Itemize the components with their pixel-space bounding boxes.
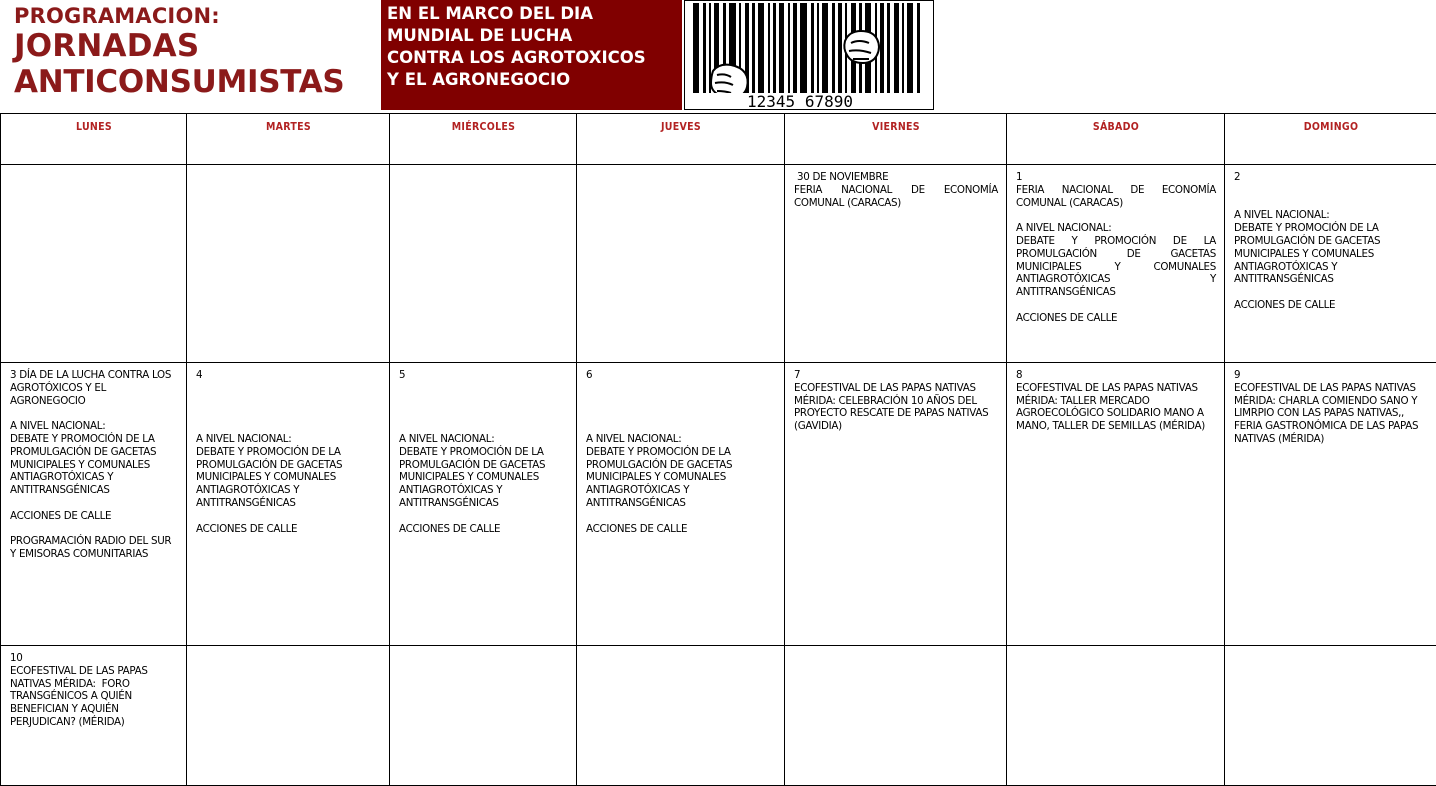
day-cell bbox=[785, 165, 1007, 363]
day-cell bbox=[390, 363, 577, 646]
day-cell-text: 30 DE NOVIEMBRE FERIA NACIONAL DE ECONOMÍA COMUNAL (CARACAS) bbox=[794, 171, 998, 209]
barcode-bar bbox=[779, 3, 784, 93]
barcode-bar bbox=[693, 3, 699, 93]
barcode-digits: 12345 67890 bbox=[747, 92, 853, 109]
day-cell bbox=[390, 646, 577, 786]
day-cell bbox=[577, 363, 785, 646]
banner-line: CONTRA LOS AGROTOXICOS bbox=[387, 47, 682, 69]
barcode-bar bbox=[822, 3, 828, 93]
day-cell bbox=[1007, 165, 1225, 363]
page-header bbox=[0, 0, 1436, 112]
barcode-image bbox=[684, 0, 934, 110]
title-line-1: PROGRAMACION: bbox=[14, 4, 380, 28]
barcode-graphic bbox=[685, 1, 933, 109]
banner-line: EN EL MARCO DEL DIA bbox=[387, 3, 682, 25]
banner-line: MUNDIAL DE LUCHA bbox=[387, 25, 682, 47]
day-cell-text: 4 A NIVEL NACIONAL: DEBATE Y PROMOCIÓN DE LA PROMULGACIÓN DE GACETAS MUNICIPALES Y COMUNALES ANTIAGROTÓXICAS Y ANTITRANSGÉNICAS ACCIONES DE CALLE bbox=[196, 369, 381, 535]
calendar-table bbox=[0, 113, 1436, 786]
barcode-bar bbox=[752, 3, 755, 93]
barcode-bar bbox=[773, 3, 776, 93]
right-hand-icon bbox=[844, 31, 879, 63]
left-hand-icon bbox=[711, 65, 748, 98]
day-cell bbox=[1, 363, 187, 646]
day-cell-text: 1 FERIA NACIONAL DE ECONOMÍA COMUNAL (CARACAS) A NIVEL NACIONAL: DEBATE Y PROMOCIÓN DE LA PROMULGACIÓN DE GACETAS MUNICIPALES Y COMUNALES ANTIAGROTÓXICAS Y ANTITRANSGÉNICAS ACCIONES DE CALLE bbox=[1016, 171, 1216, 325]
day-header-jueves: JUEVES bbox=[577, 114, 785, 165]
day-cell-text: 10 ECOFESTIVAL DE LAS PAPAS NATIVAS MÉRIDA: FORO TRANSGÉNICOS A QUIÉN BENEFICIAN Y AQUIÉN PERJUDICAN? (MÉRIDA) bbox=[10, 652, 178, 729]
day-cell bbox=[187, 363, 390, 646]
day-cell bbox=[1, 646, 187, 786]
day-header-sabado: SÁBADO bbox=[1007, 114, 1225, 165]
barcode-bar bbox=[907, 3, 913, 93]
title-line-2: JORNADAS bbox=[14, 28, 380, 64]
day-cell bbox=[785, 363, 1007, 646]
barcode-bar bbox=[758, 3, 764, 93]
day-cell bbox=[577, 646, 785, 786]
day-cell bbox=[390, 165, 577, 363]
day-cell bbox=[1007, 363, 1225, 646]
barcode-bar bbox=[800, 3, 807, 93]
barcode-bar bbox=[832, 3, 835, 93]
banner-line: Y EL AGRONEGOCIO bbox=[387, 69, 682, 91]
day-cell bbox=[1225, 363, 1436, 646]
day-header-viernes: VIERNES bbox=[785, 114, 1007, 165]
week-row-1 bbox=[1, 165, 1436, 363]
barcode-bar bbox=[768, 3, 770, 93]
barcode-bar bbox=[887, 3, 890, 93]
barcode-bar bbox=[894, 3, 899, 93]
day-cell bbox=[577, 165, 785, 363]
barcode-bar bbox=[880, 3, 884, 93]
barcode-bar bbox=[703, 3, 706, 93]
banner bbox=[381, 0, 682, 110]
barcode-bar bbox=[793, 3, 797, 93]
day-header-miercoles: MIÉRCOLES bbox=[390, 114, 577, 165]
day-cell-text: 5 A NIVEL NACIONAL: DEBATE Y PROMOCIÓN DE LA PROMULGACIÓN DE GACETAS MUNICIPALES Y COMUNALES ANTIAGROTÓXICAS Y ANTITRANSGÉNICAS ACCIONES DE CALLE bbox=[399, 369, 568, 535]
day-cell-text: 8 ECOFESTIVAL DE LAS PAPAS NATIVAS MÉRIDA: TALLER MERCADO AGROECOLÓGICO SOLIDARIO MANO A MANO, TALLER DE SEMILLAS (MÉRIDA) bbox=[1016, 369, 1216, 433]
weekday-header-row bbox=[1, 114, 1436, 165]
day-cell bbox=[187, 165, 390, 363]
week-row-3 bbox=[1, 646, 1436, 786]
day-cell bbox=[1225, 646, 1436, 786]
day-cell-text: 7 ECOFESTIVAL DE LAS PAPAS NATIVAS MÉRIDA: CELEBRACIÓN 10 AÑOS DEL PROYECTO RESCATE DE PAPAS NATIVAS (GAVIDIA) bbox=[794, 369, 998, 433]
week-row-2 bbox=[1, 363, 1436, 646]
day-cell-text: 2 A NIVEL NACIONAL: DEBATE Y PROMOCIÓN DE LA PROMULGACIÓN DE GACETAS MUNICIPALES Y COMUNALES ANTIAGROTÓXICAS Y ANTITRANSGÉNICAS ACCIONES DE CALLE bbox=[1234, 171, 1428, 312]
day-cell bbox=[785, 646, 1007, 786]
barcode-bar bbox=[902, 3, 904, 93]
barcode-bar bbox=[917, 3, 920, 93]
day-cell-text: 3 DÍA DE LA LUCHA CONTRA LOS AGROTÓXICOS Y EL AGRONEGOCIO A NIVEL NACIONAL: DEBATE Y PROMOCIÓN DE LA PROMULGACIÓN DE GACETAS MUNICIPALES Y COMUNALES ANTIAGROTÓXICAS Y ANTITRANSGÉNICAS ACCIONES DE CALLE PROGRAMACIÓN RADIO DEL SUR Y EMISORAS COMUNITARIAS bbox=[10, 369, 178, 561]
barcode-bar bbox=[788, 3, 790, 93]
day-cell bbox=[1007, 646, 1225, 786]
day-header-martes: MARTES bbox=[187, 114, 390, 165]
day-cell-text: 6 A NIVEL NACIONAL: DEBATE Y PROMOCIÓN DE LA PROMULGACIÓN DE GACETAS MUNICIPALES Y COMUNALES ANTIAGROTÓXICAS Y ANTITRANSGÉNICAS ACCIONES DE CALLE bbox=[586, 369, 776, 535]
day-header-lunes: LUNES bbox=[1, 114, 187, 165]
day-cell-text: 9 ECOFESTIVAL DE LAS PAPAS NATIVAS MÉRIDA: CHARLA COMIENDO SANO Y LIMRPIO CON LAS PAPAS NATIVAS,, FERIA GASTRONÓMICA DE LAS PAPAS NATIVAS (MÉRIDA) bbox=[1234, 369, 1428, 446]
barcode-bar bbox=[838, 3, 842, 93]
day-cell bbox=[1225, 165, 1436, 363]
day-cell bbox=[187, 646, 390, 786]
barcode-bar bbox=[817, 3, 819, 93]
day-header-domingo: DOMINGO bbox=[1225, 114, 1436, 165]
title-line-3: ANTICONSUMISTAS bbox=[14, 64, 380, 100]
barcode-bar bbox=[811, 3, 814, 93]
day-cell bbox=[1, 165, 187, 363]
program-title bbox=[14, 4, 380, 108]
